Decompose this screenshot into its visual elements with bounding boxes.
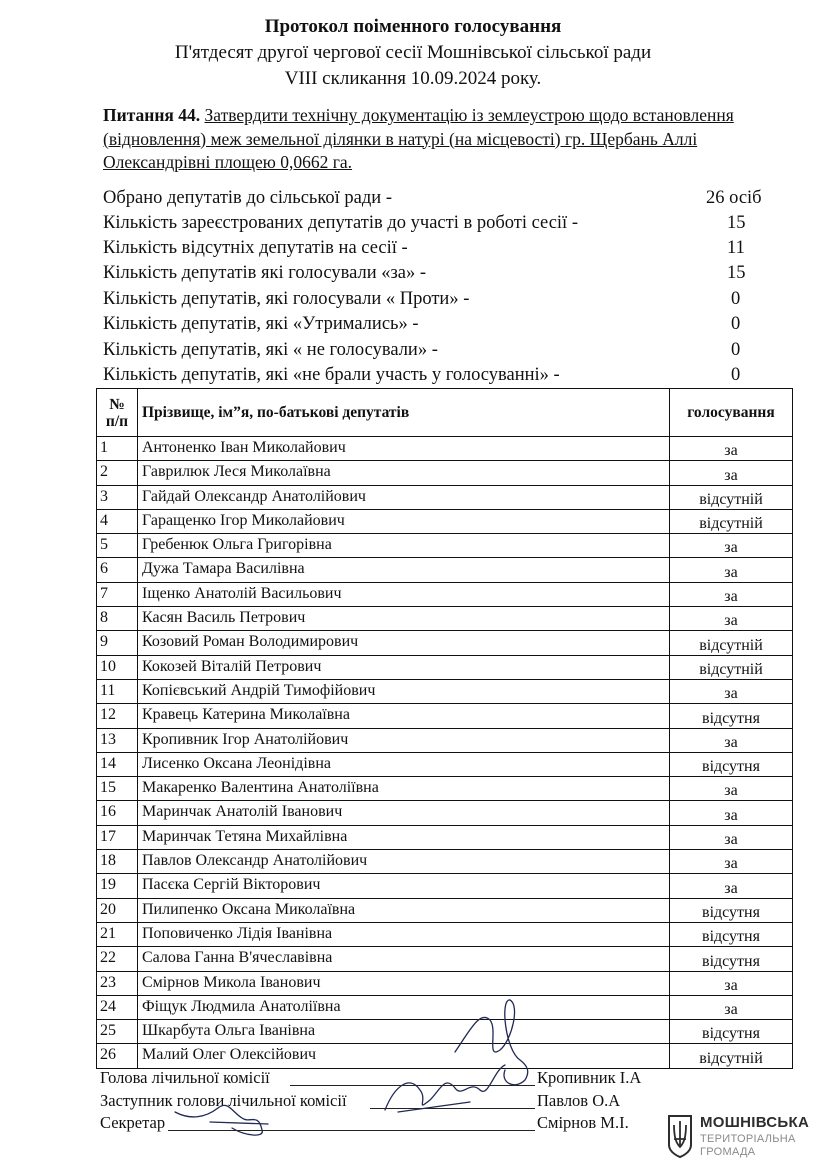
deputy-name: Поповиченко Лідія Іванівна xyxy=(138,922,670,946)
deputy-name: Касян Василь Петрович xyxy=(138,607,670,631)
row-number: 12 xyxy=(97,704,138,728)
logo-title: МОШНІВСЬКА xyxy=(700,1114,810,1131)
header-number-sign: № xyxy=(109,395,125,413)
vote-result: за xyxy=(670,582,793,606)
deputy-name: Шкарбута Ольга Іванівна xyxy=(138,1020,670,1044)
deputy-name: Макаренко Валентина Анатоліївна xyxy=(138,777,670,801)
vote-result: за xyxy=(670,995,793,1019)
vote-result: відсутня xyxy=(670,704,793,728)
deputy-name: Дужа Тамара Василівна xyxy=(138,558,670,582)
session-line: П'ятдесят другої чергової сесії Мошнівської сільської ради xyxy=(174,42,652,63)
row-number: 5 xyxy=(97,534,138,558)
vote-result: за xyxy=(670,437,793,461)
vote-result: відсутня xyxy=(670,752,793,776)
vote-result: за xyxy=(670,728,793,752)
row-number: 15 xyxy=(97,777,138,801)
chair-label: Голова лічильної комісії xyxy=(100,1068,270,1087)
deputy-name: Гаращенко Ігор Миколайович xyxy=(138,509,670,533)
row-number: 14 xyxy=(97,752,138,776)
row-number: 20 xyxy=(97,898,138,922)
secretary-label: Секретар xyxy=(100,1113,166,1132)
deputy-name: Смірнов Микола Іванович xyxy=(138,971,670,995)
deputy-name: Пасєка Сергій Вікторович xyxy=(138,874,670,898)
vote-result: за xyxy=(670,558,793,582)
row-number: 6 xyxy=(97,558,138,582)
stat-value: 11 xyxy=(727,238,745,258)
chair-name: Кропивник І.А xyxy=(537,1068,642,1087)
stat-value: 15 xyxy=(727,213,746,233)
row-number: 7 xyxy=(97,582,138,606)
vote-result: за xyxy=(670,850,793,874)
vote-result: за xyxy=(670,874,793,898)
row-number: 11 xyxy=(97,679,138,703)
row-number: 9 xyxy=(97,631,138,655)
row-number: 21 xyxy=(97,922,138,946)
header-number-pp: п/п xyxy=(105,412,129,430)
row-number: 13 xyxy=(97,728,138,752)
vote-result: за xyxy=(670,607,793,631)
vote-result: відсутній xyxy=(670,631,793,655)
deputy-name: Кокозей Віталій Петрович xyxy=(138,655,670,679)
vote-result: відсутня xyxy=(670,947,793,971)
row-number: 19 xyxy=(97,874,138,898)
stat-label: Кількість зареєстрованих депутатів до участі в роботі сесії - xyxy=(103,213,578,233)
stat-label: Кількість депутатів, які « не голосували» - xyxy=(103,340,438,360)
vote-result: відсутня xyxy=(670,922,793,946)
stat-value: 15 xyxy=(727,263,746,283)
stat-label: Кількість депутатів, які «не брали участь у голосуванні» - xyxy=(103,365,560,385)
vote-result: відсутній xyxy=(670,655,793,679)
logo-subtitle-1: ТЕРИТОРІАЛЬНА xyxy=(700,1133,796,1145)
row-number: 26 xyxy=(97,1044,138,1068)
vote-result: відсутній xyxy=(670,509,793,533)
deputy-name: Павлов О.А xyxy=(537,1091,621,1110)
row-number: 17 xyxy=(97,825,138,849)
deputy-name: Малий Олег Олексійович xyxy=(138,1044,670,1068)
question-label: Питання 44. xyxy=(103,105,201,125)
vote-result: за xyxy=(670,971,793,995)
deputy-name: Пилипенко Оксана Миколаївна xyxy=(138,898,670,922)
stat-label: Кількість депутатів які голосували «за» - xyxy=(103,263,427,283)
deputy-name: Гребенюк Ольга Григорівна xyxy=(138,534,670,558)
deputy-name: Антоненко Іван Миколайович xyxy=(138,437,670,461)
deputy-name: Кравець Катерина Миколаївна xyxy=(138,704,670,728)
row-number: 23 xyxy=(97,971,138,995)
deputy-name: Гаврилюк Леся Миколаївна xyxy=(138,461,670,485)
document-title: Протокол поіменного голосування xyxy=(264,16,562,37)
vote-result: за xyxy=(670,801,793,825)
chair-signature xyxy=(455,1000,528,1085)
stat-label: Кількість депутатів, які голосували « Проти» - xyxy=(103,289,470,309)
stat-value: 0 xyxy=(731,314,741,334)
stat-value: 26 осіб xyxy=(706,188,762,208)
row-number: 3 xyxy=(97,485,138,509)
stat-label: Обрано депутатів до сільської ради - xyxy=(103,188,392,208)
row-number: 2 xyxy=(97,461,138,485)
vote-result: відсутня xyxy=(670,898,793,922)
vote-result: за xyxy=(670,461,793,485)
deputy-name: Іщенко Анатолій Васильович xyxy=(138,582,670,606)
row-number: 22 xyxy=(97,947,138,971)
deputy-label: Заступник голови лічильної комісії xyxy=(100,1091,347,1110)
header-vote: голосування xyxy=(670,389,793,437)
stat-value: 0 xyxy=(731,289,741,309)
stat-label: Кількість депутатів, які «Утримались» - xyxy=(103,314,419,334)
header-name: Прізвище, ім”я, по-батькові депутатів xyxy=(138,389,670,437)
vote-result: за xyxy=(670,825,793,849)
row-number: 25 xyxy=(97,1020,138,1044)
trident-shield-icon xyxy=(666,1113,694,1159)
vote-result: за xyxy=(670,777,793,801)
question-text: Затвердити технічну документацію із землеустрою щодо встановлення (відновлення) меж земельної ділянки в натурі (на місцевості) гр. Щербань Аллі Олександрівні площею 0,0662 га. xyxy=(103,105,734,172)
row-number: 1 xyxy=(97,437,138,461)
deputy-name: Маринчак Тетяна Михайлівна xyxy=(138,825,670,849)
secretary-signature xyxy=(175,1105,268,1135)
stat-value: 0 xyxy=(731,365,741,385)
convocation-line: VIII скликання 10.09.2024 року. xyxy=(284,68,542,89)
row-number: 16 xyxy=(97,801,138,825)
deputy-name: Фіщук Людмила Анатоліївна xyxy=(138,995,670,1019)
logo-subtitle-2: ГРОМАДА xyxy=(700,1146,756,1158)
vote-result: за xyxy=(670,534,793,558)
row-number: 8 xyxy=(97,607,138,631)
stat-label: Кількість відсутніх депутатів на сесії - xyxy=(103,238,408,258)
vote-result: за xyxy=(670,679,793,703)
stat-value: 0 xyxy=(731,340,741,360)
row-number: 18 xyxy=(97,850,138,874)
vote-result: відсутня xyxy=(670,1020,793,1044)
deputy-name: Павлов Олександр Анатолійович xyxy=(138,850,670,874)
row-number: 24 xyxy=(97,995,138,1019)
deputy-name: Козовий Роман Володимирович xyxy=(138,631,670,655)
row-number: 10 xyxy=(97,655,138,679)
deputy-name: Кропивник Ігор Анатолійович xyxy=(138,728,670,752)
vote-result: відсутній xyxy=(670,1044,793,1068)
deputy-signature xyxy=(385,1065,505,1112)
deputy-name: Гайдай Олександр Анатолійович xyxy=(138,485,670,509)
vote-result: відсутній xyxy=(670,485,793,509)
secretary-name: Смірнов М.І. xyxy=(537,1113,629,1132)
deputy-name: Лисенко Оксана Леонідівна xyxy=(138,752,670,776)
deputy-name: Салова Ганна В'ячеславівна xyxy=(138,947,670,971)
deputy-name: Копієвський Андрій Тимофійович xyxy=(138,679,670,703)
row-number: 4 xyxy=(97,509,138,533)
deputy-name: Маринчак Анатолій Іванович xyxy=(138,801,670,825)
